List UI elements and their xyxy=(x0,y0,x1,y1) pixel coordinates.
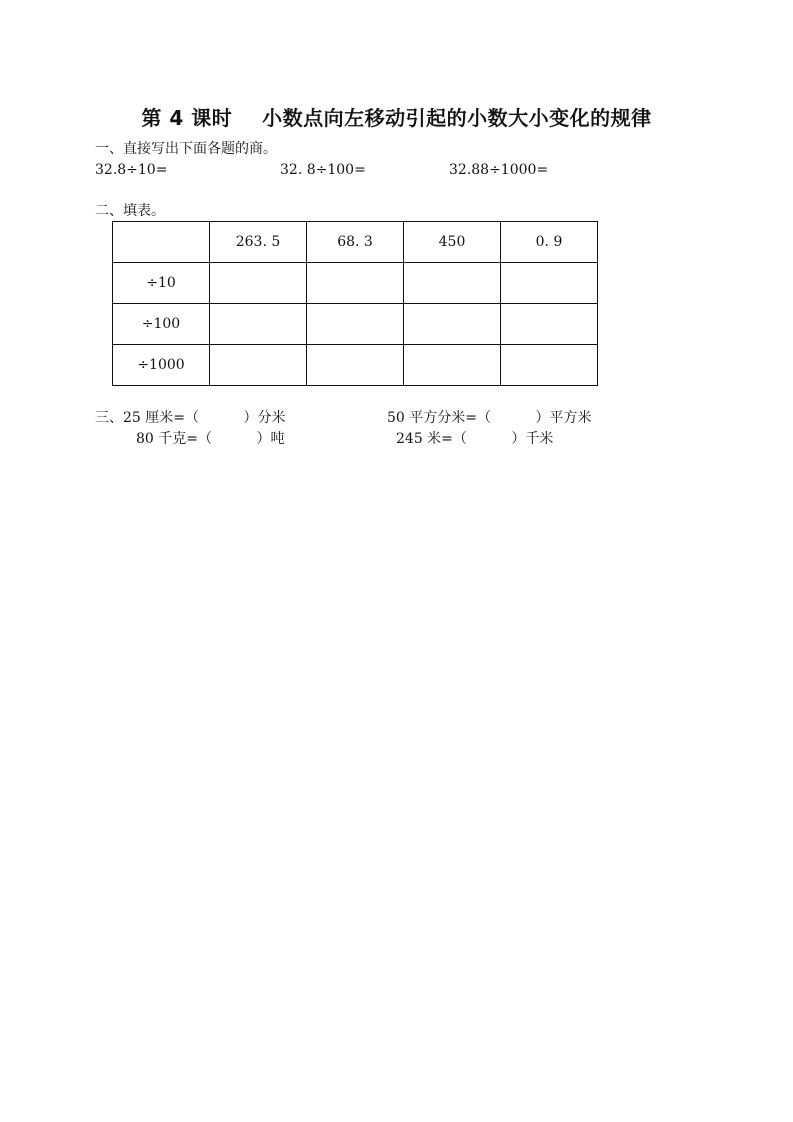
section-1-question-1: 32.8÷10= xyxy=(95,162,168,178)
section-1-heading: 一、直接写出下面各题的商。 xyxy=(95,141,277,157)
table-answer-cell[interactable] xyxy=(404,345,501,386)
section-1-question-2: 32. 8÷100= xyxy=(280,162,366,178)
table-corner-cell xyxy=(113,222,210,263)
table-row xyxy=(113,345,598,386)
table-row-label: ÷100 xyxy=(113,304,210,345)
table-row xyxy=(113,304,598,345)
table-row-label: ÷1000 xyxy=(113,345,210,386)
table-answer-cell[interactable] xyxy=(404,304,501,345)
table-answer-cell[interactable] xyxy=(210,345,307,386)
fill-in-table xyxy=(112,221,598,386)
table-row-label: ÷10 xyxy=(113,263,210,304)
table-answer-cell[interactable] xyxy=(501,263,598,304)
table-header-cell: 450 xyxy=(404,222,501,263)
table-answer-cell[interactable] xyxy=(210,263,307,304)
section-1-question-3: 32.88÷1000= xyxy=(449,162,549,178)
table-answer-cell[interactable] xyxy=(501,345,598,386)
table-header-cell: 68. 3 xyxy=(307,222,404,263)
table-header-cell: 0. 9 xyxy=(501,222,598,263)
section-3-question-1: 三、25 厘米=（ ）分米 xyxy=(95,410,286,426)
table-answer-cell[interactable] xyxy=(210,304,307,345)
table-header-cell: 263. 5 xyxy=(210,222,307,263)
table-answer-cell[interactable] xyxy=(501,304,598,345)
table-answer-cell[interactable] xyxy=(404,263,501,304)
table-answer-cell[interactable] xyxy=(307,263,404,304)
table-header-row xyxy=(113,222,598,263)
section-3-question-2: 50 平方分米=（ ）平方米 xyxy=(387,410,592,426)
table-answer-cell[interactable] xyxy=(307,304,404,345)
page-title: 第 4 课时 小数点向左移动引起的小数大小变化的规律 xyxy=(141,106,652,130)
section-2-heading: 二、填表。 xyxy=(95,203,165,219)
section-3-question-4: 245 米=（ ）千米 xyxy=(396,431,554,447)
table-answer-cell[interactable] xyxy=(307,345,404,386)
table-row xyxy=(113,263,598,304)
section-3-question-3: 80 千克=（ ）吨 xyxy=(136,431,285,447)
